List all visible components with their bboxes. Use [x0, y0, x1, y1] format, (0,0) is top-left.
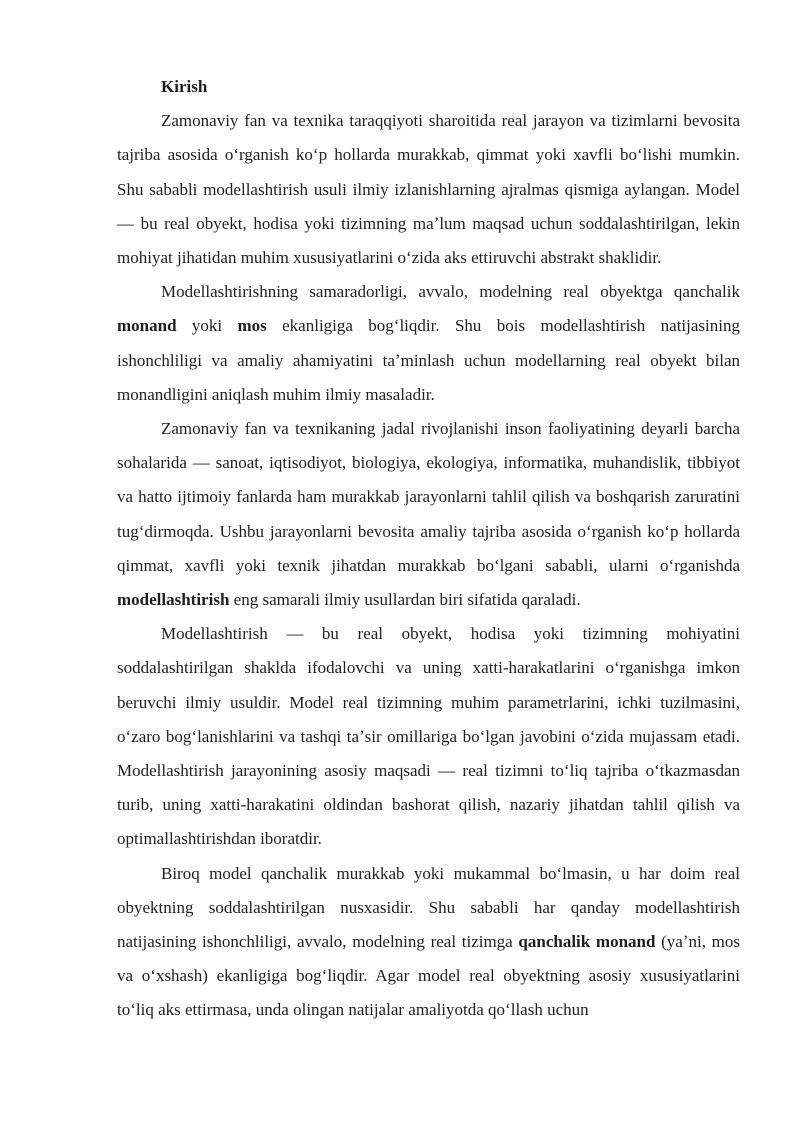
paragraph — [117, 104, 740, 275]
paragraph-text: eng samarali ilmiy usullardan biri sifatida qaraladi. — [229, 590, 581, 610]
paragraph-text: (yaʼni, mos va oʻxshash) ekanligiga bogʻliqdir. Agar model real obyektning asosiy xususiyatlarini toʻliq aks ettirmasa, unda olingan natijalar amaliyotda qoʻllash uchun — [117, 932, 741, 1020]
paragraph-text: Zamonaviy fan va texnikaning jadal rivojlanishi inson faoliyatining deyarli barcha sohalarida — sanoat, iqtisodiyot, biologiya, ekologiya, informatika, muhandislik, tibbiyot va hatto ijtimoiy fanlarda ham murakkab jarayonlarni tahlil qilish va boshqarish zaruratini tugʻdirmoqda. Ushbu jarayonlarni bevosita amaliy tajriba asosida oʻrganish koʻp hollarda qimmat, xavfli yoki texnik jihatdan murakkab boʻlgani sababli, ularni oʻrganishda — [117, 419, 740, 575]
paragraph-text: Biroq model qanchalik murakkab yoki mukammal boʻlmasin, u har doim real obyektning soddalashtirilgan nusxasidir. Shu sababli har qanday modellashtirish natijasining ishonchliligi, avvalo, modelning real tizimga — [117, 863, 740, 952]
bold-term: qanchalik monand — [518, 932, 656, 952]
paragraph — [117, 412, 740, 617]
paragraph-text: yoki — [176, 316, 238, 336]
paragraph — [117, 857, 740, 1028]
bold-term: modellashtirish — [117, 590, 230, 610]
paragraph-text: ekanligiga bogʻliqdir. Shu bois modellashtirish natijasining ishonchliligi va amaliy ahamiyatini taʼminlash uchun modellarning real obyekt bilan monandligini aniqlash muhim ilmiy masaladir. — [117, 316, 740, 404]
paragraph — [117, 275, 740, 412]
bold-term: mos — [237, 316, 267, 336]
paragraph-text: Modellashtirishning samaradorligi, avvalo, modelning real obyektga qanchalik — [161, 282, 740, 302]
paragraph — [117, 617, 740, 856]
paragraph-list — [117, 104, 740, 1027]
document-body — [117, 70, 740, 1028]
section-heading: Kirish — [161, 77, 208, 96]
paragraph-text: Modellashtirish — bu real obyekt, hodisa yoki tizimning mohiyatini soddalashtirilgan shaklda ifodalovchi va uning xatti-harakatlarini oʻrganishga imkon beruvchi ilmiy usuldir. Model real tizimning muhim parametrlarini, ichki tuzilmasini, oʻzaro bogʻlanishlarini va tashqi taʼsir omillariga boʻlgan javobini oʻzida mujassam etadi. Modellashtirish jarayonining asosiy maqsadi — real tizimni toʻliq tajriba oʻtkazmasdan turib, uning xatti-harakatini oldindan bashorat qilish, nazariy jihatdan tahlil qilish va optimallashtirishdan iboratdir. — [117, 624, 740, 849]
paragraph-text: Zamonaviy fan va texnika taraqqiyoti sharoitida real jarayon va tizimlarni bevosita tajriba asosida oʻrganish koʻp hollarda murakkab, qimmat yoki xavfli boʻlishi mumkin. Shu sababli modellashtirish usuli ilmiy izlanishlarning ajralmas qismiga aylangan. Model — bu real obyekt, hodisa yoki tizimning maʼlum maqsad uchun soddalashtirilgan, lekin mohiyat jihatidan muhim xususiyatlarini oʻzida aks ettiruvchi abstrakt shaklidir. — [117, 111, 740, 268]
bold-term: monand — [117, 316, 177, 336]
